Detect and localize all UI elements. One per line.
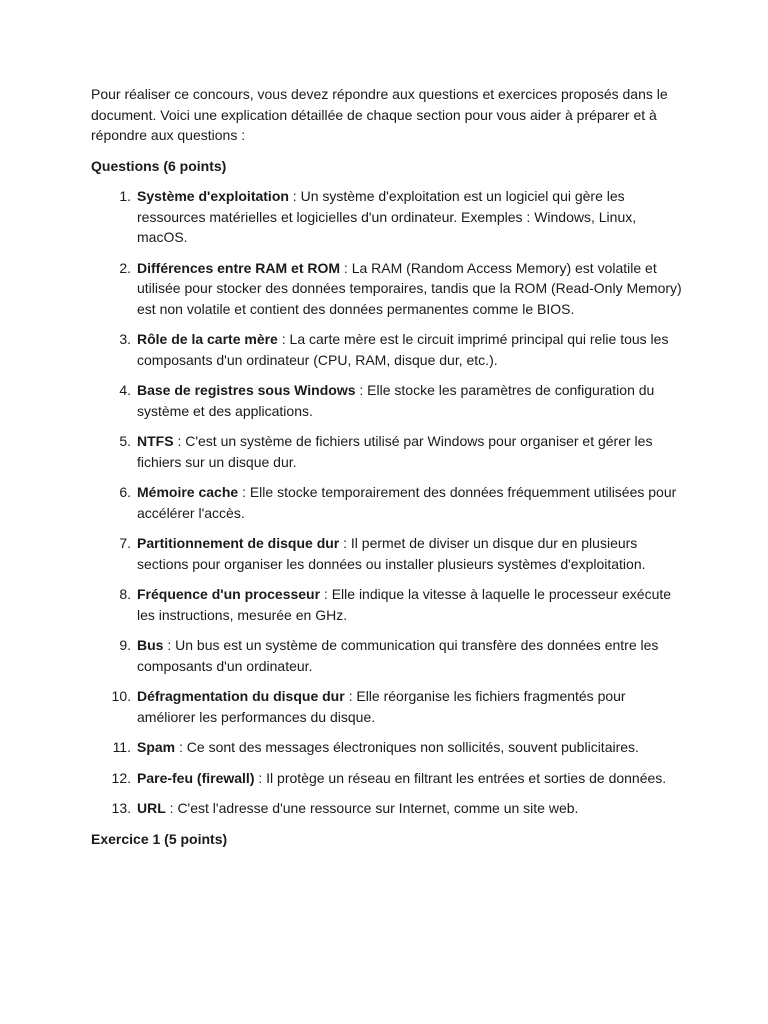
item-term: Bus xyxy=(137,637,164,653)
item-number: 7. xyxy=(119,535,131,551)
list-item xyxy=(91,258,686,320)
list-item xyxy=(91,737,686,758)
item-text: : Elle réorganise les fichiers fragmentés pour améliorer les performances du disque. xyxy=(137,688,626,725)
item-number: 6. xyxy=(119,484,131,500)
item-text: : Elle stocke les paramètres de configuration du système et des applications. xyxy=(137,382,655,419)
item-text: : C'est l'adresse d'une ressource sur Internet, comme un site web. xyxy=(165,800,579,816)
list-item xyxy=(91,329,686,370)
item-term: Défragmentation du disque dur xyxy=(137,688,345,704)
item-term: Base de registres sous Windows xyxy=(137,382,356,398)
item-number: 10. xyxy=(111,688,131,704)
item-text: : Il protège un réseau en filtrant les entrées et sorties de données. xyxy=(254,769,667,786)
item-number: 5. xyxy=(119,433,131,449)
list-item xyxy=(91,768,686,789)
item-text: : La carte mère est le circuit imprimé principal qui relie tous les composants d'un ordinateur (CPU, RAM, disque dur, etc.). xyxy=(137,331,669,368)
item-text: : Elle indique la vitesse à laquelle le processeur exécute les instructions, mesurée en GHz. xyxy=(137,586,672,623)
item-term: Spam xyxy=(137,739,176,755)
item-text: : Un bus est un système de communication qui transfère des données entre les composants d'un ordinateur. xyxy=(137,637,659,674)
item-term: Fréquence d'un processeur xyxy=(137,586,321,602)
list-item xyxy=(91,431,686,472)
item-number: 4. xyxy=(119,382,131,398)
item-term: URL xyxy=(137,800,166,816)
item-term: Pare-feu (firewall) xyxy=(137,769,255,786)
item-number: 1. xyxy=(119,188,131,204)
questions-heading: Questions (6 points) xyxy=(91,157,227,174)
list-item xyxy=(91,380,686,421)
list-item xyxy=(91,533,686,574)
item-number: 2. xyxy=(119,259,131,276)
item-text: : La RAM (Random Access Memory) est volatile et utilisée pour stocker des données temporaires, tandis que la ROM (Read-Only Memory) est non volatile et contient des données permanentes comme le BIOS. xyxy=(137,259,682,317)
intro-paragraph: Pour réaliser ce concours, vous devez répondre aux questions et exercices proposés dans le document. Voici une explication détaillée de chaque section pour vous aider à préparer et à répondre aux questions : xyxy=(91,86,668,143)
item-term: NTFS xyxy=(137,433,174,449)
item-text: : Ce sont des messages électroniques non sollicités, souvent publicitaires. xyxy=(175,739,639,755)
list-item xyxy=(91,482,686,523)
item-term: Système d'exploitation xyxy=(137,188,289,204)
questions-list xyxy=(91,186,686,819)
item-text: : Il permet de diviser un disque dur en plusieurs sections pour organiser les données ou installer plusieurs systèmes d'exploitation. xyxy=(137,535,646,572)
item-term: Rôle de la carte mère xyxy=(137,331,278,347)
item-number: 13. xyxy=(111,800,131,816)
item-term: Différences entre RAM et ROM xyxy=(137,259,341,276)
list-item xyxy=(91,186,686,248)
exercise-heading: Exercice 1 (5 points) xyxy=(91,830,228,847)
list-item xyxy=(91,635,686,676)
item-number: 8. xyxy=(119,586,131,602)
item-number: 11. xyxy=(112,739,131,755)
list-item xyxy=(91,584,686,625)
item-term: Mémoire cache xyxy=(137,484,239,500)
item-number: 3. xyxy=(119,331,131,347)
item-text: : Elle stocke temporairement des données fréquemment utilisées pour accélérer l'accès. xyxy=(137,484,677,521)
item-text: : Un système d'exploitation est un logiciel qui gère les ressources matérielles et logicielles d'un ordinateur. Exemples : Windows, Linux, macOS. xyxy=(137,188,637,245)
item-number: 9. xyxy=(119,637,131,653)
document-page xyxy=(91,84,686,859)
list-item xyxy=(91,686,686,727)
list-item xyxy=(91,798,686,819)
item-text: : C'est un système de fichiers utilisé par Windows pour organiser et gérer les fichiers sur un disque dur. xyxy=(137,433,653,470)
item-number: 12. xyxy=(111,769,131,786)
item-term: Partitionnement de disque dur xyxy=(137,535,340,551)
